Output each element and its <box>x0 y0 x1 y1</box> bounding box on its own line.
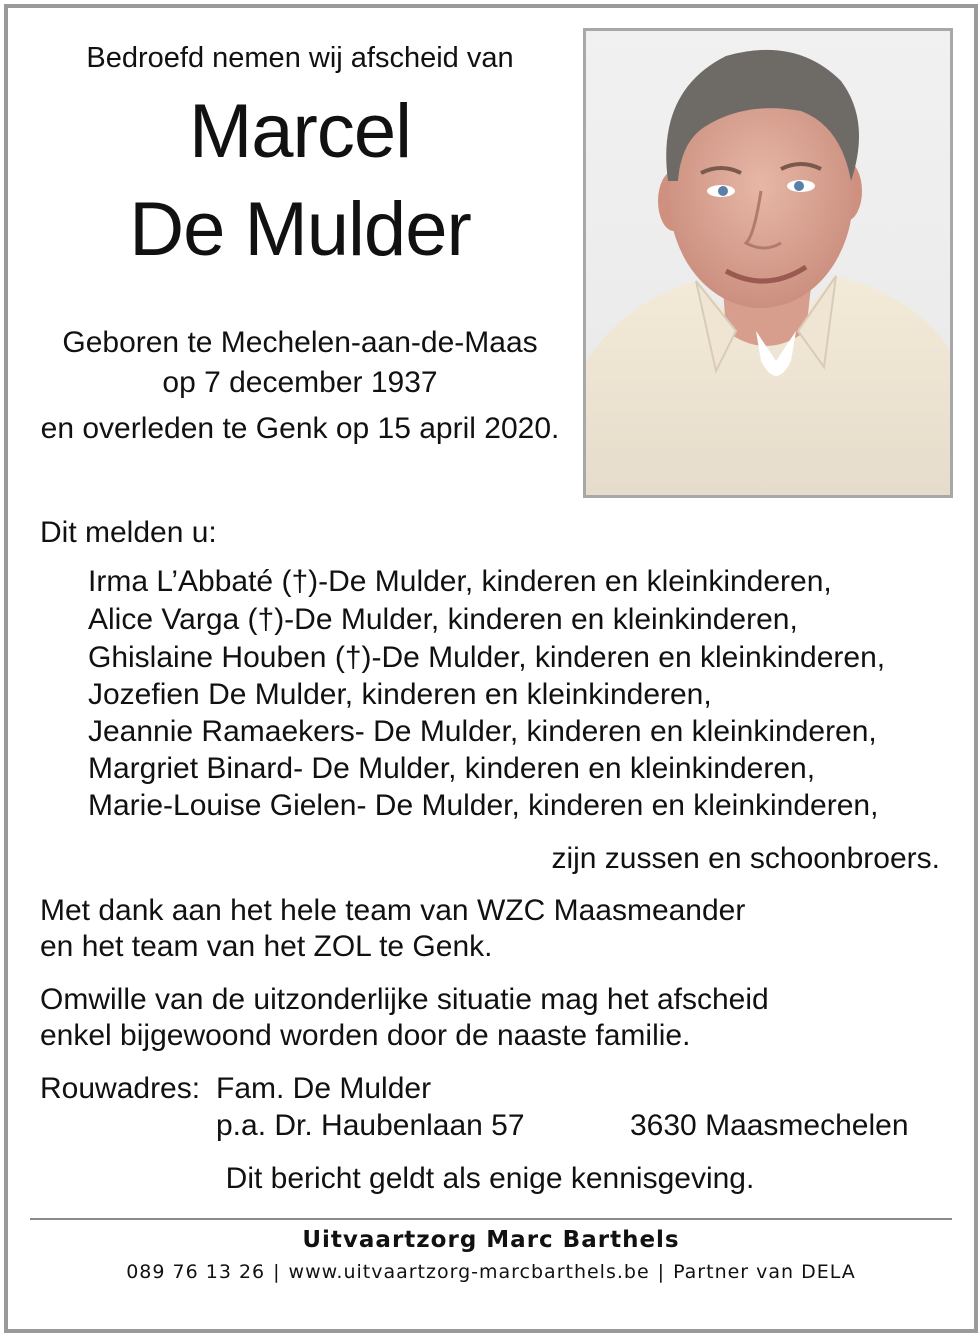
portrait-photo <box>583 28 953 498</box>
death-info: en overleden te Genk op 15 april 2020. <box>40 412 560 445</box>
mourning-address-label: Rouwadres: <box>40 1072 201 1105</box>
announcement-intro: Dit melden u: <box>40 516 217 549</box>
intro-text: Bedroefd nemen wij afscheid van <box>86 42 514 74</box>
notice-text: Dit bericht geldt als enige kennisgeving. <box>225 1162 755 1195</box>
relative-line: Ghislaine Houben (†)-De Mulder, kinderen en kleinkinderen, <box>88 641 886 674</box>
birth-place: Geboren te Mechelen-aan-de-Maas <box>62 326 538 359</box>
footer-partner: Partner van DELA <box>673 1261 856 1283</box>
mourning-address-name: Fam. De Mulder <box>216 1072 432 1105</box>
mourning-address-street: p.a. Dr. Haubenlaan 57 <box>216 1109 525 1142</box>
last-name: De Mulder <box>129 187 471 272</box>
portrait-icon <box>586 31 950 495</box>
relative-line: Margriet Binard- De Mulder, kinderen en kleinkinderen, <box>88 752 816 785</box>
footer-phone[interactable]: 089 76 13 26 <box>126 1261 266 1283</box>
thanks-line-1: Met dank aan het hele team van WZC Maasmeander <box>40 894 746 927</box>
relatives-closing: zijn zussen en schoonbroers. <box>551 842 940 875</box>
footer-contact <box>30 1261 952 1283</box>
relative-line: Alice Varga (†)-De Mulder, kinderen en kleinkinderen, <box>88 603 798 636</box>
relative-line: Marie-Louise Gielen- De Mulder, kinderen en kleinkinderen, <box>88 789 879 822</box>
funeral-company: Uitvaartzorg Marc Barthels <box>302 1227 680 1253</box>
footer-website[interactable]: www.uitvaartzorg-marcbarthels.be <box>288 1261 650 1283</box>
footer-separator: | <box>657 1261 666 1283</box>
relative-line: Irma L’Abbaté (†)-De Mulder, kinderen en kleinkinderen, <box>88 565 832 598</box>
mourning-address-city: 3630 Maasmechelen <box>630 1109 909 1142</box>
thanks-line-2: en het team van het ZOL te Genk. <box>40 930 493 963</box>
relative-line: Jeannie Ramaekers- De Mulder, kinderen en kleinkinderen, <box>88 715 877 748</box>
birth-date: op 7 december 1937 <box>162 366 438 399</box>
circumstances-line-1: Omwille van de uitzonderlijke situatie mag het afscheid <box>40 983 769 1016</box>
first-name: Marcel <box>188 89 412 174</box>
relative-line: Jozefien De Mulder, kinderen en kleinkinderen, <box>88 678 712 711</box>
footer-separator: | <box>273 1261 281 1283</box>
circumstances-line-2: enkel bijgewoond worden door de naaste familie. <box>40 1019 691 1052</box>
footer-divider <box>30 1218 952 1220</box>
